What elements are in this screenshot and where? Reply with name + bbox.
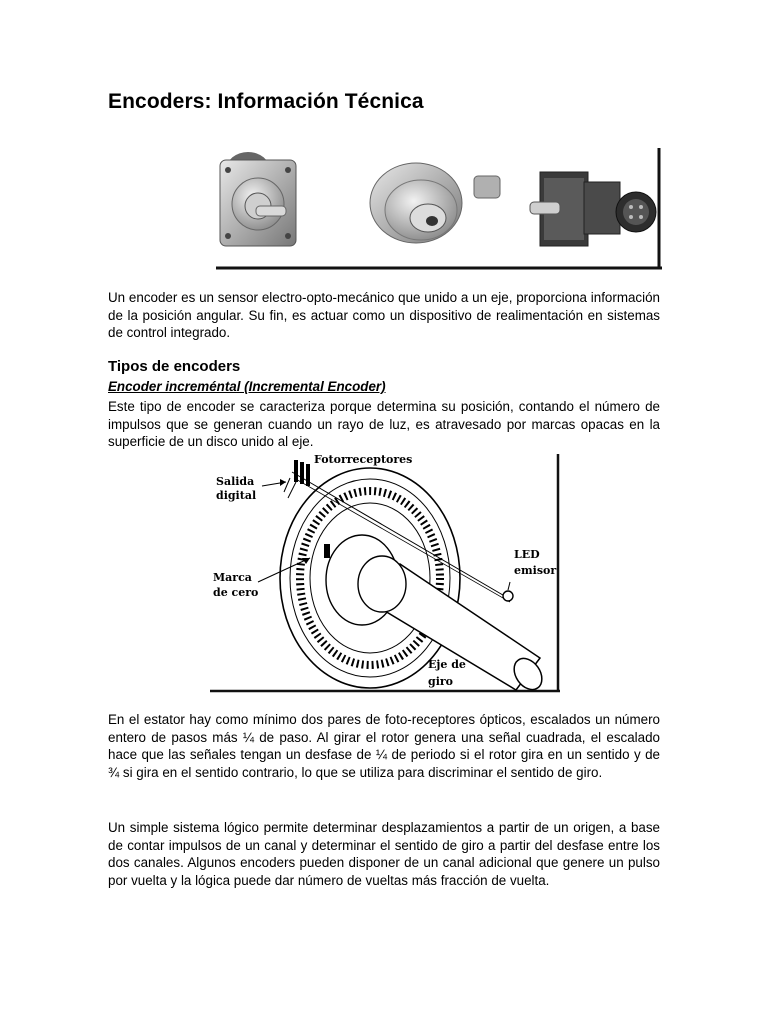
intro-paragraph: Un encoder es un sensor electro-opto-mecánico que unido a un eje, proporciona información de la posición angular. Su fin, es actuar como un dispositivo de realimentación en sistemas de control integrado. (108, 290, 660, 341)
label-output-line2: digital (216, 489, 257, 502)
led-emitter (503, 582, 513, 601)
label-zero-line2: de cero (213, 586, 259, 599)
stator-paragraph: En el estator hay como mínimo dos pares de foto-receptores ópticos, escalados un número entero de pasos más ¼ de paso. Al girar el rotor genera una señal cuadrada, el escalado hace que las señales tengan un desfase de ¼ de periodo si el rotor gira en un sentido y de ¾ si gira en el sentido contrario, lo que se utiliza para discriminar el sentido de giro. (108, 712, 660, 780)
encoder-photo-2 (370, 163, 500, 243)
page-title: Encoders: Información Técnica (108, 90, 424, 113)
label-zero-line1: Marca (213, 571, 252, 584)
incremental-description: Este tipo de encoder se caracteriza porque determina su posición, contando el número de impulsos que se generan cuando un rayo de luz, es atravesado por marcas opacas en la superficie de un disco unido al eje. (108, 399, 660, 450)
subsection-heading: Encoder increméntal (Incremental Encoder) (108, 379, 386, 394)
label-shaft-line2: giro (428, 675, 454, 688)
label-led-line2: emisor (514, 564, 557, 577)
encoder-photos (216, 148, 662, 270)
photoreceptors (284, 460, 310, 498)
zero-mark (324, 544, 330, 558)
label-photoreceptors: Fotorreceptores (314, 453, 413, 466)
label-output-line1: Salida (216, 475, 255, 488)
label-led-line1: LED (514, 548, 540, 561)
section-heading: Tipos de encoders (108, 358, 241, 375)
label-shaft-line1: Eje de (428, 658, 466, 671)
logic-paragraph: Un simple sistema lógico permite determinar desplazamientos a partir de un origen, a base de contar impulsos de un canal y determinar el sentido de giro a partir del desfase entre los dos canales. Algunos encoders pueden disponer de un canal adicional que genere un pulso por vuelta y la lógica puede dar número de vueltas más fracción de vuelta. (108, 820, 660, 888)
incremental-encoder-diagram (210, 452, 562, 694)
encoder-photo-3 (530, 172, 656, 246)
encoder-photo-1 (220, 152, 296, 246)
